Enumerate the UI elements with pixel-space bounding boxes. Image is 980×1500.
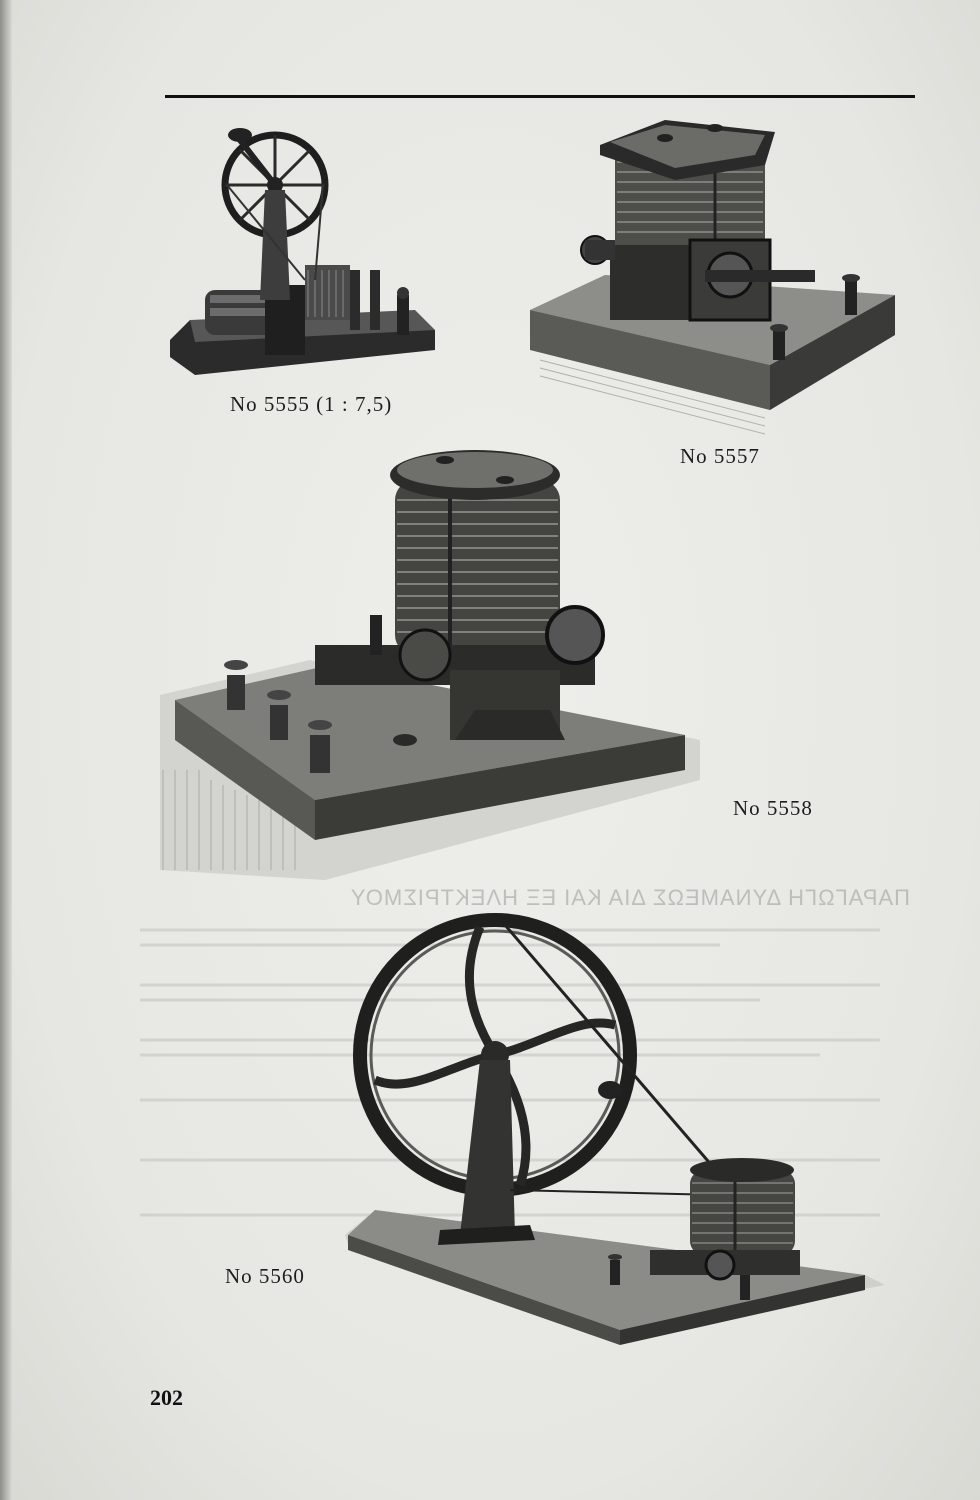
figure-5560-flywheel-magneto	[320, 905, 900, 1345]
figure-5557-coil-magneto	[525, 110, 915, 440]
show-through-heading: ΠΑΡΑΓΩΓΗ ΔΥΝΑΜΕΩΣ ΔΙΑ ΚΑΙ ΕΞ ΗΛΕΚΤΡΙΣΜΟΥ	[349, 885, 910, 910]
page-number: 202	[150, 1385, 183, 1410]
figure-5555-hand-magneto	[165, 105, 440, 380]
header-rule	[165, 95, 915, 98]
caption-5555: No 5555 (1 : 7,5)	[230, 392, 393, 416]
caption-5560: No 5560	[225, 1264, 305, 1288]
figure-5558-large-generator	[155, 440, 725, 880]
caption-5558: No 5558	[733, 796, 813, 820]
page-edge-shadow	[0, 0, 12, 1500]
caption-5557: No 5557	[680, 444, 760, 468]
